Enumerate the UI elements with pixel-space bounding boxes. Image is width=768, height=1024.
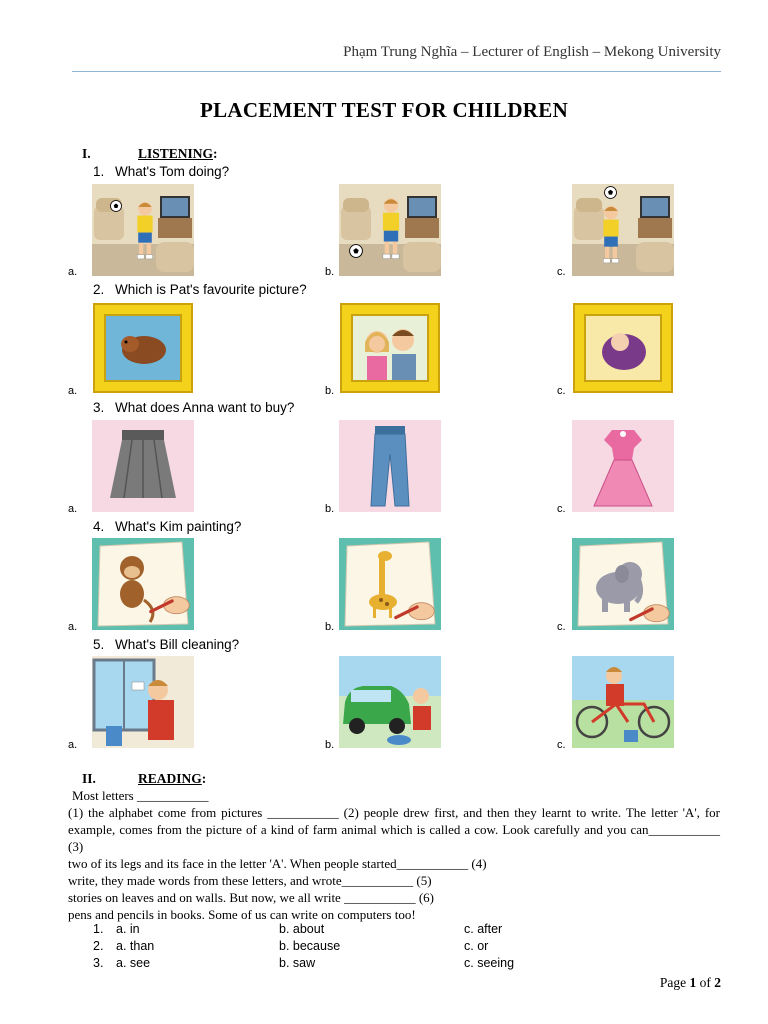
picture-painting-monkey[interactable] — [92, 538, 194, 630]
question-text: What's Bill cleaning? — [115, 637, 240, 652]
question-number: 2. — [93, 282, 105, 297]
picture-cleaning-car[interactable] — [339, 656, 441, 748]
choice-option-b[interactable]: b. saw — [279, 956, 316, 970]
header-divider — [72, 71, 721, 72]
option-label[interactable]: a. — [68, 266, 78, 278]
reading-text-line: Most letters ___________ — [72, 788, 209, 803]
page-header: Phạm Trung Nghĩa – Lecturer of English – Mekong University — [343, 44, 721, 60]
option-label[interactable]: a. — [68, 503, 78, 515]
choice-option-b[interactable]: b. about — [279, 922, 325, 936]
current-page: 1 — [689, 975, 697, 990]
picture-grey-skirt[interactable] — [92, 420, 194, 512]
page-number — [660, 975, 721, 991]
reading-text-line: write, they made words from these letters, and wrote___________ (5) — [68, 873, 432, 888]
total-pages: 2 — [714, 975, 721, 990]
option-label[interactable]: a. — [68, 739, 78, 751]
picture-dog-portrait[interactable] — [92, 302, 194, 394]
picture-tom-kicking-ball[interactable] — [92, 184, 194, 276]
listening-question-3 — [93, 400, 294, 415]
question-text: What's Kim painting? — [115, 519, 242, 534]
choice-number: 1. — [93, 922, 104, 936]
question-number: 4. — [93, 519, 105, 534]
listening-question-5 — [93, 637, 239, 652]
picture-blue-jeans[interactable] — [339, 420, 441, 512]
option-label[interactable]: a. — [68, 621, 78, 633]
choice-option-b[interactable]: b. because — [279, 939, 341, 953]
section-number: I. — [82, 146, 91, 161]
option-label[interactable]: c. — [557, 739, 566, 751]
choice-number: 3. — [93, 956, 104, 970]
question-text: Which is Pat's favourite picture? — [115, 282, 307, 297]
option-label[interactable]: b. — [325, 739, 335, 751]
option-label[interactable]: c. — [557, 266, 566, 278]
page-title: PLACEMENT TEST FOR CHILDREN — [199, 98, 569, 122]
choice-option-c[interactable]: c. or — [464, 939, 489, 953]
option-label[interactable]: b. — [325, 266, 335, 278]
listening-question-4 — [93, 519, 241, 534]
picture-tom-bouncing-ball[interactable] — [339, 184, 441, 276]
choice-option-c[interactable]: c. seeing — [464, 956, 515, 970]
picture-cleaning-bicycle[interactable] — [572, 656, 674, 748]
choice-option-a[interactable]: a. in — [116, 922, 140, 936]
reading-text-line: stories on leaves and on walls. But now, we all write ___________ (6) — [68, 890, 434, 905]
question-number: 5. — [93, 637, 105, 652]
choice-option-a[interactable]: a. see — [116, 956, 151, 970]
listening-question-1 — [93, 164, 229, 179]
picture-painting-elephant[interactable] — [572, 538, 674, 630]
page-prefix: Page — [659, 975, 690, 990]
section-label: LISTENING — [138, 146, 214, 161]
reading-paragraph: (1) the alphabet come from pictures ___________ (2) people drew first, and then they learnt to write. The letter 'A', for example, comes from the picture of a kind of farm animal which is called a cow. Look carefully and you can___________ (3) — [68, 805, 720, 854]
section-listening-heading — [82, 146, 218, 162]
section-colon: : — [201, 771, 207, 786]
reading-text-line: pens and pencils in books. Some of us can write on computers too! — [68, 907, 416, 922]
option-label[interactable]: c. — [557, 385, 566, 397]
picture-couple-portrait[interactable] — [339, 302, 441, 394]
choice-number: 2. — [93, 939, 104, 953]
section-label: READING — [138, 771, 202, 786]
listening-question-2 — [93, 282, 307, 297]
picture-cleaning-window[interactable] — [92, 656, 194, 748]
page-middle: of — [696, 975, 715, 990]
section-reading-heading — [82, 771, 206, 787]
picture-pink-dress[interactable] — [572, 420, 674, 512]
option-label[interactable]: b. — [325, 503, 335, 515]
choice-option-c[interactable]: c. after — [464, 922, 503, 936]
option-label[interactable]: b. — [325, 385, 335, 397]
question-number: 3. — [93, 400, 105, 415]
choice-option-a[interactable]: a. than — [116, 939, 155, 953]
section-number: II. — [82, 771, 96, 786]
reading-text-line: two of its legs and its face in the letter 'A'. When people started___________ (4) — [68, 856, 487, 871]
question-text: What's Tom doing? — [115, 164, 230, 179]
question-number: 1. — [93, 164, 105, 179]
option-label[interactable]: c. — [557, 621, 566, 633]
picture-painting-giraffe[interactable] — [339, 538, 441, 630]
question-text: What does Anna want to buy? — [115, 400, 295, 415]
picture-tom-heading-ball[interactable] — [572, 184, 674, 276]
picture-baby-portrait[interactable] — [572, 302, 674, 394]
section-colon: : — [213, 146, 218, 161]
option-label[interactable]: a. — [68, 385, 78, 397]
option-label[interactable]: b. — [325, 621, 335, 633]
option-label[interactable]: c. — [557, 503, 566, 515]
